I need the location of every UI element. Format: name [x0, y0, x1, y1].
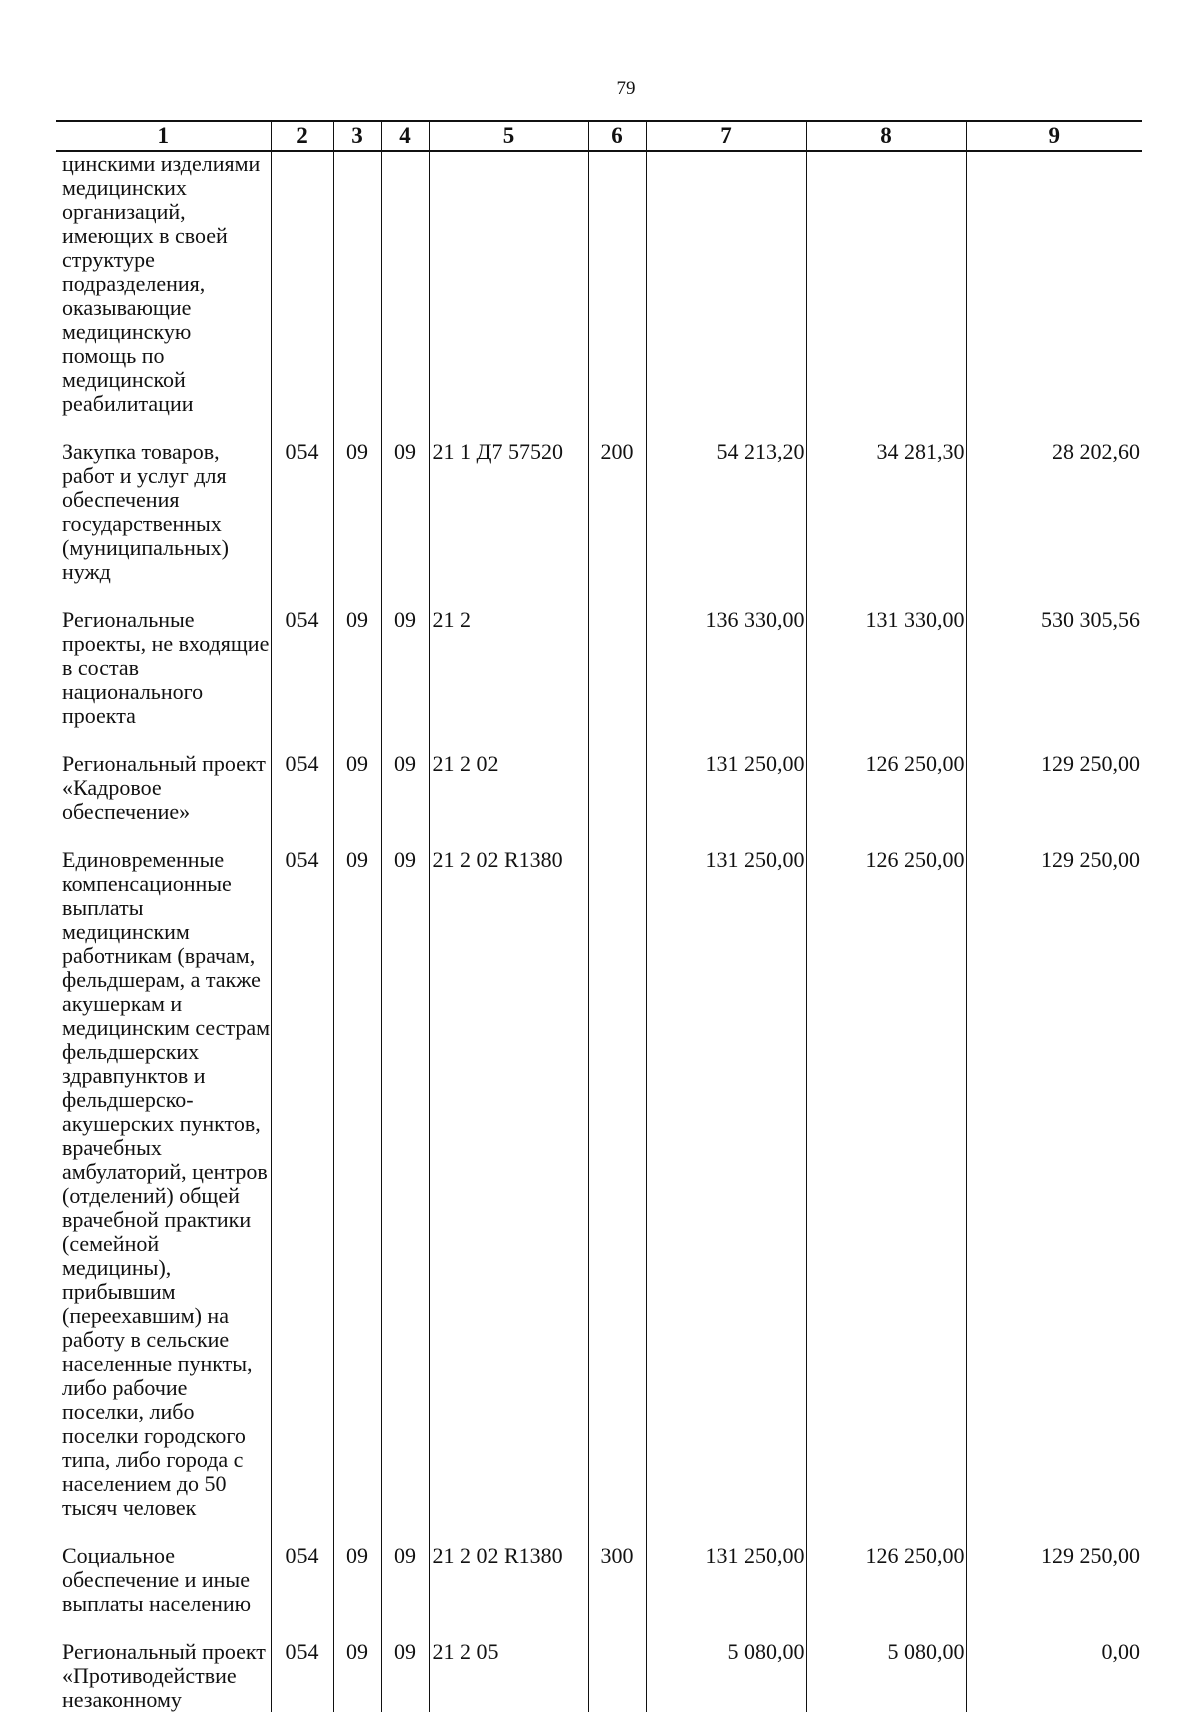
cell-amount-3: 0,00	[966, 1616, 1142, 1712]
cell-section: 09	[333, 584, 381, 728]
cell-ministry-code: 054	[271, 1616, 333, 1712]
row-name: Социальное обеспечение и иные выплаты населению	[62, 1543, 252, 1616]
cell-amount-3: 28 202,60	[966, 416, 1142, 584]
cell-amount-1: 131 250,00	[646, 824, 806, 1520]
budget-table	[56, 120, 1142, 1712]
cell-subsection	[381, 151, 429, 416]
cell-section: 09	[333, 416, 381, 584]
table-row	[56, 151, 1142, 416]
table-row	[56, 416, 1142, 584]
cell-target-code: 21 2 02 R1380	[429, 1520, 588, 1616]
header-col-4: 4	[381, 121, 429, 151]
cell-amount-1: 131 250,00	[646, 728, 806, 824]
cell-section: 09	[333, 1520, 381, 1616]
cell-expense-type	[588, 1616, 646, 1712]
cell-expense-type	[588, 584, 646, 728]
cell-subsection: 09	[381, 824, 429, 1520]
cell-amount-1	[646, 151, 806, 416]
cell-ministry-code: 054	[271, 584, 333, 728]
cell-expense-type: 300	[588, 1520, 646, 1616]
cell-section: 09	[333, 728, 381, 824]
table-row	[56, 1520, 1142, 1616]
row-name: Единовременные компенсационные выплаты медицинским работникам (врачам, фельдшерам, а также акушеркам и медицинским сестрам фельдшерских здравпунктов и фельдшерско-акушерских пунктов, врачебных амбулаторий, центров (отделений) общей врачебной практики (семейной медицины), прибывшим (переехавшим) на работу в сельские населенные пункты, либо рабочие поселки, либо поселки городского типа, либо города с населением до 50 тысяч человек	[62, 847, 271, 1520]
table-row	[56, 584, 1142, 728]
table-row	[56, 824, 1142, 1520]
cell-target-code: 21 2 05	[429, 1616, 588, 1712]
cell-subsection: 09	[381, 584, 429, 728]
cell-expense-type	[588, 728, 646, 824]
cell-section: 09	[333, 1616, 381, 1712]
row-name: Региональный проект «Противодействие незаконному	[62, 1639, 266, 1712]
cell-subsection: 09	[381, 1520, 429, 1616]
header-col-6: 6	[588, 121, 646, 151]
header-col-2: 2	[271, 121, 333, 151]
header-col-8: 8	[806, 121, 966, 151]
cell-target-code: 21 2	[429, 584, 588, 728]
header-col-9: 9	[966, 121, 1142, 151]
cell-expense-type	[588, 824, 646, 1520]
cell-expense-type: 200	[588, 416, 646, 584]
cell-ministry-code: 054	[271, 416, 333, 584]
cell-amount-2: 126 250,00	[806, 1520, 966, 1616]
row-name: цинскими изделиями медицинских организаций, имеющих в своей структуре подразделения, оказывающие медицинскую помощь по медицинской реабилитации	[62, 151, 261, 416]
row-name: Закупка товаров, работ и услуг для обеспечения государственных (муниципальных) нужд	[62, 439, 229, 584]
cell-ministry-code	[271, 151, 333, 416]
cell-amount-2: 126 250,00	[806, 728, 966, 824]
row-name: Региональные проекты, не входящие в состав национального проекта	[62, 607, 270, 728]
cell-amount-3: 129 250,00	[966, 824, 1142, 1520]
cell-amount-2: 126 250,00	[806, 824, 966, 1520]
cell-amount-3	[966, 151, 1142, 416]
cell-ministry-code: 054	[271, 1520, 333, 1616]
cell-amount-1: 136 330,00	[646, 584, 806, 728]
page-number: 79	[616, 78, 636, 99]
cell-section	[333, 151, 381, 416]
cell-amount-3: 530 305,56	[966, 584, 1142, 728]
cell-target-code: 21 2 02 R1380	[429, 824, 588, 1520]
header-row	[56, 121, 1142, 151]
table-row	[56, 1616, 1142, 1712]
cell-amount-3: 129 250,00	[966, 1520, 1142, 1616]
cell-amount-3: 129 250,00	[966, 728, 1142, 824]
row-name: Региональный проект «Кадровое обеспечение»	[62, 751, 266, 824]
header-col-5: 5	[429, 121, 588, 151]
header-col-7: 7	[646, 121, 806, 151]
cell-subsection: 09	[381, 728, 429, 824]
cell-target-code: 21 2 02	[429, 728, 588, 824]
cell-amount-1: 5 080,00	[646, 1616, 806, 1712]
cell-amount-1: 54 213,20	[646, 416, 806, 584]
cell-amount-1: 131 250,00	[646, 1520, 806, 1616]
cell-amount-2: 5 080,00	[806, 1616, 966, 1712]
cell-subsection: 09	[381, 416, 429, 584]
cell-section: 09	[333, 824, 381, 1520]
header-col-1: 1	[56, 121, 271, 151]
table-row	[56, 728, 1142, 824]
cell-subsection: 09	[381, 1616, 429, 1712]
cell-amount-2: 131 330,00	[806, 584, 966, 728]
cell-ministry-code: 054	[271, 824, 333, 1520]
cell-expense-type	[588, 151, 646, 416]
cell-ministry-code: 054	[271, 728, 333, 824]
cell-target-code: 21 1 Д7 57520	[429, 416, 588, 584]
cell-amount-2: 34 281,30	[806, 416, 966, 584]
header-col-3: 3	[333, 121, 381, 151]
cell-amount-2	[806, 151, 966, 416]
cell-target-code	[429, 151, 588, 416]
